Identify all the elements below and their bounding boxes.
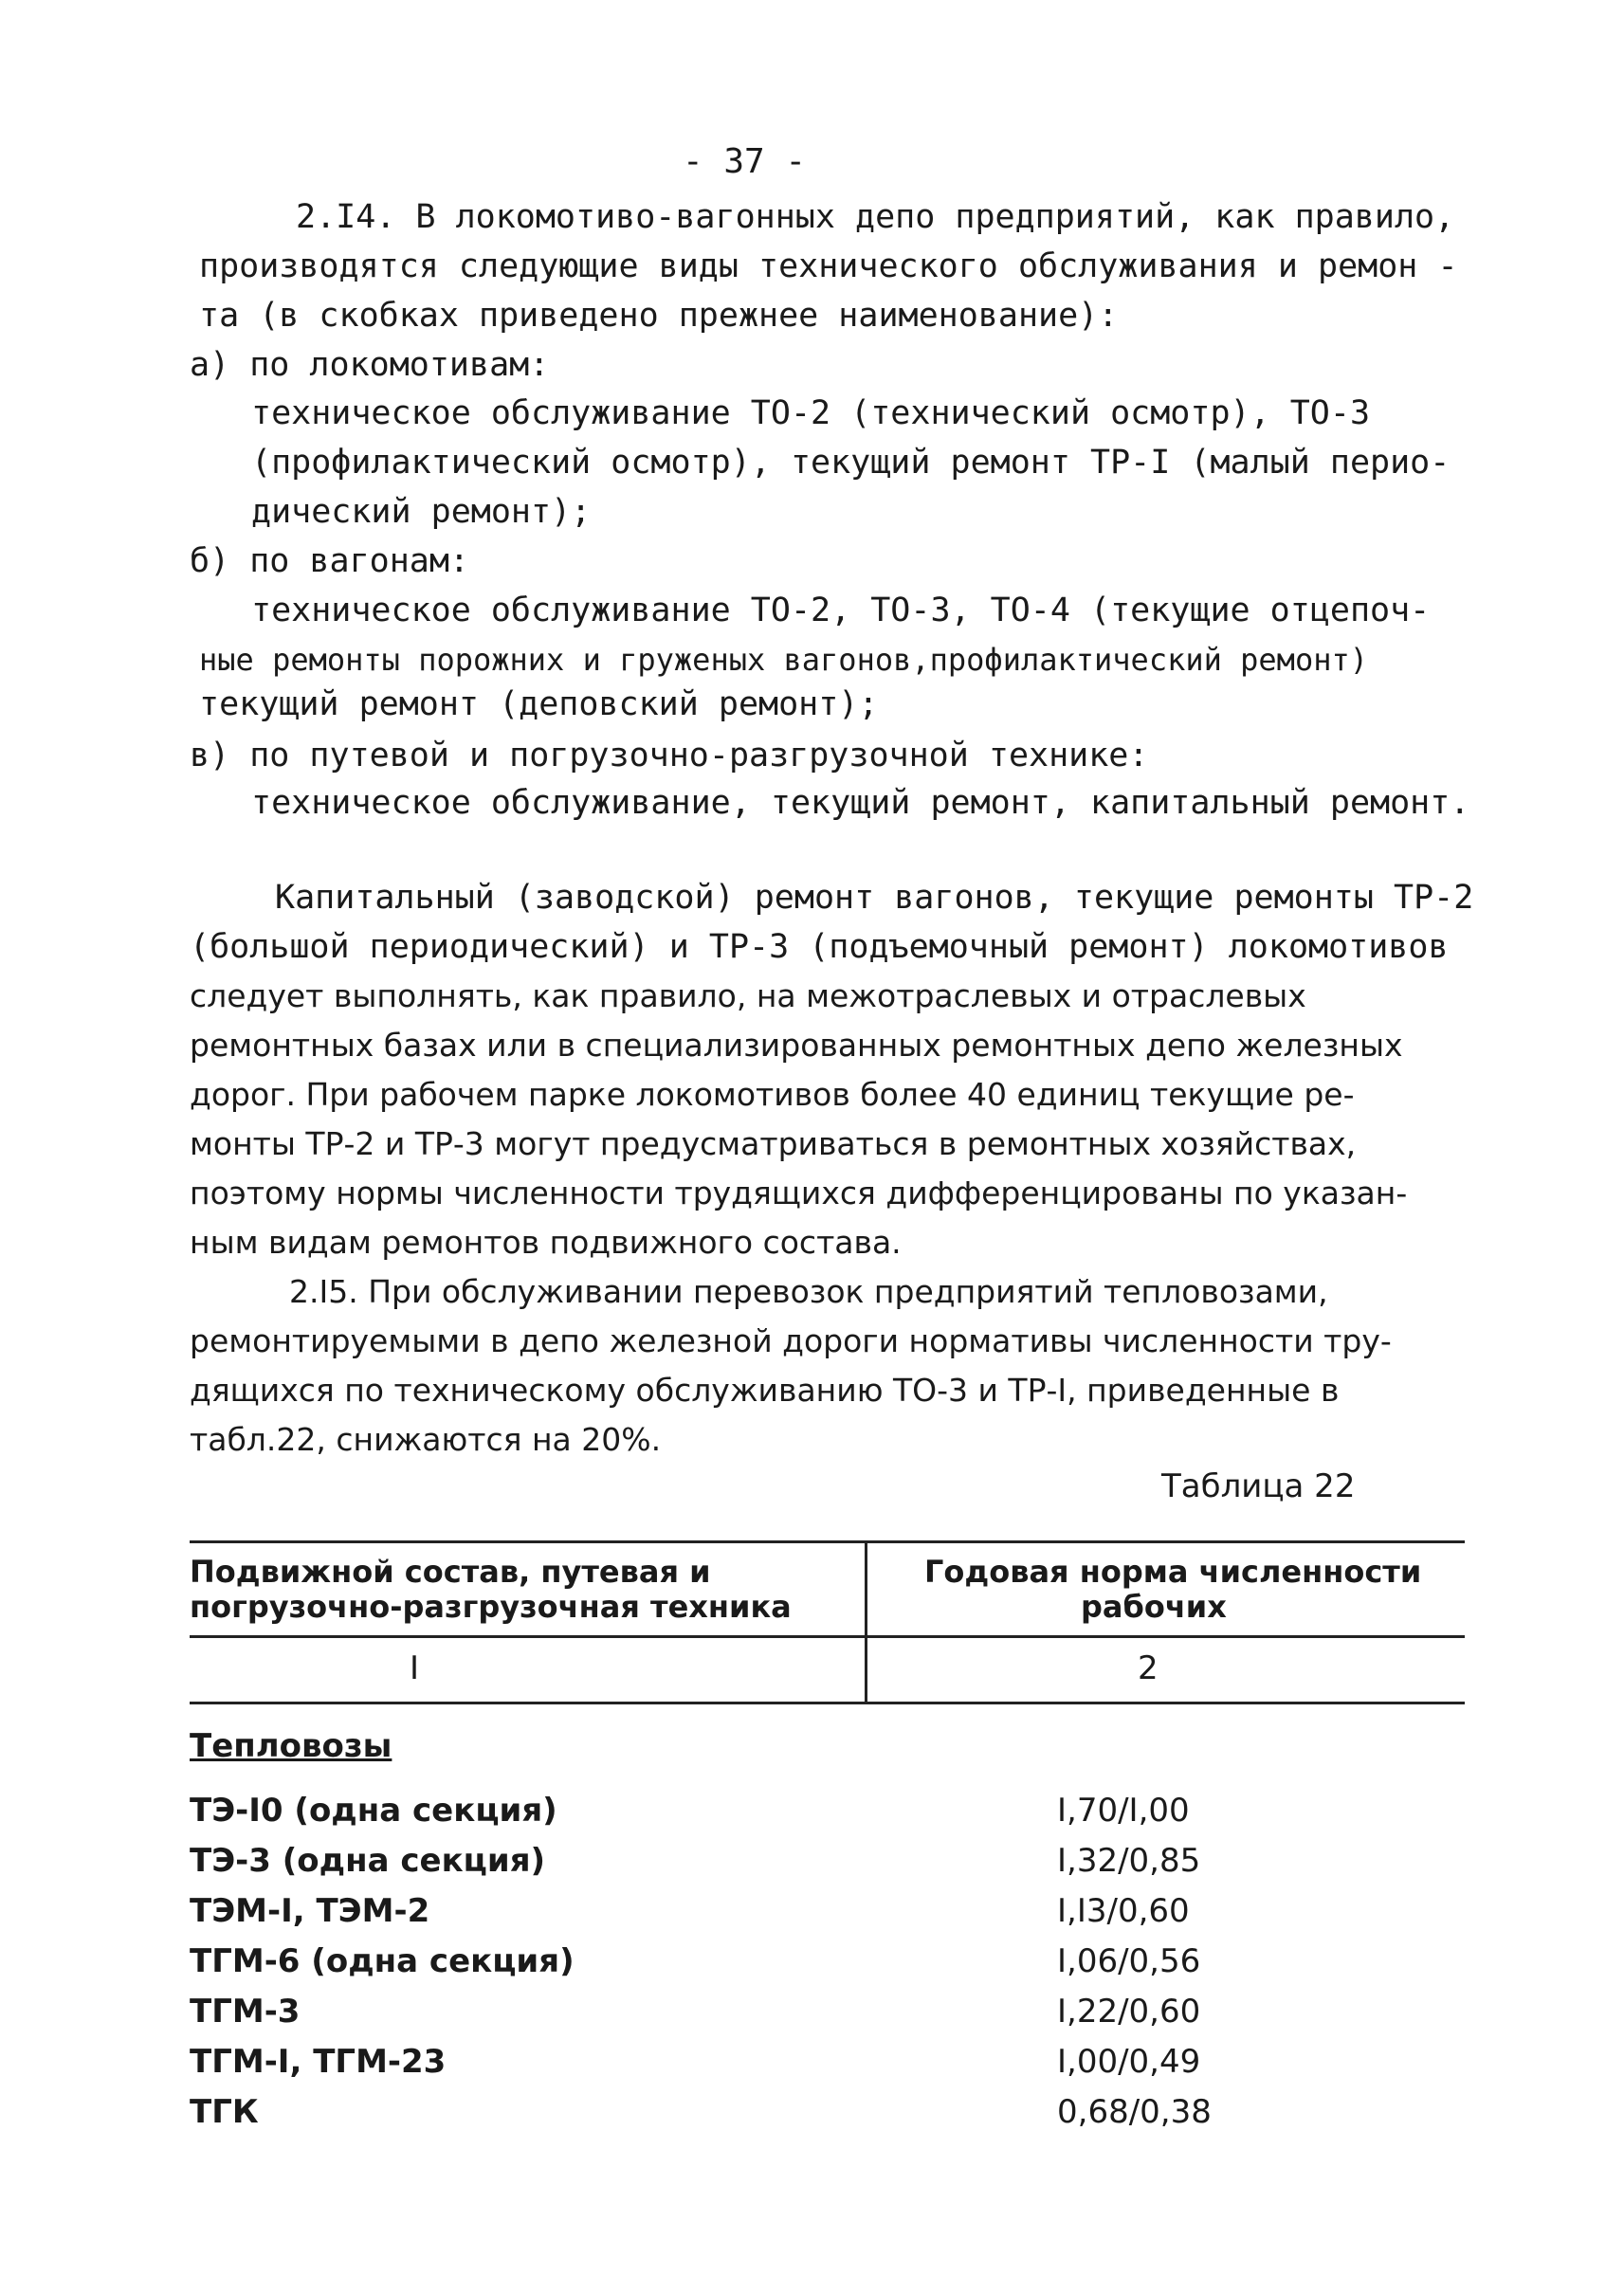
table-column-divider	[865, 1542, 867, 1702]
table-row-name: ТГМ-I, ТГМ-23	[190, 2043, 447, 2081]
table-row-name: ТЭ-3 (одна секция)	[190, 1842, 546, 1880]
text-line: ремонтируемыми в депо железной дороги нормативы численности тру-	[190, 1322, 1392, 1359]
text-line: табл.22, снижаются на 20%.	[190, 1421, 662, 1458]
text-line: 2.I5. При обслуживании перевозок предприятий тепловозами,	[289, 1273, 1328, 1310]
table-rule-header	[190, 1635, 1465, 1638]
header-col2-line2: рабочих	[1081, 1589, 1227, 1625]
text-line: дящихся по техническому обслуживанию ТО-3 и ТР-I, приведенные в	[190, 1372, 1340, 1409]
text-line: ремонтных базах или в специализированных ремонтных депо железных	[190, 1027, 1403, 1064]
column-number-1: I	[410, 1649, 420, 1687]
header-col1-line1: Подвижной состав, путевая и	[190, 1554, 711, 1590]
table-row-value: I,32/0,85	[1057, 1842, 1201, 1880]
table-row-name: ТЭМ-I, ТЭМ-2	[190, 1892, 430, 1930]
table-row-value: I,I3/0,60	[1057, 1892, 1190, 1930]
text-line: (профилактический осмотр), текущий ремонт ТР-I (малый перио-	[251, 444, 1451, 482]
text-line: техническое обслуживание ТО-2, ТО-3, ТО-4 (текущие отцепоч-	[251, 592, 1431, 629]
text-line: поэтому нормы численности трудящихся дифференцированы по указан-	[190, 1175, 1408, 1211]
header-col2-line1: Годовая норма численности	[924, 1554, 1422, 1590]
text-line: следует выполнять, как правило, на межотраслевых и отраслевых	[190, 977, 1306, 1014]
page-number: - 37 -	[683, 142, 807, 181]
table-row-name: ТГК	[190, 2093, 259, 2131]
text-line: техническое обслуживание, текущий ремонт, капитальный ремонт.	[251, 784, 1470, 822]
table-row-value: 0,68/0,38	[1057, 2093, 1212, 2131]
text-line: Капитальный (заводской) ремонт вагонов, текущие ремонты ТР-2	[275, 879, 1474, 917]
text-line: текущий ремонт (деповский ремонт);	[199, 685, 879, 723]
list-item-label: в) по путевой и погрузочно-разгрузочной технике:	[190, 737, 1149, 774]
table-row-name: ТГМ-3	[190, 1993, 301, 2031]
table-row-name: ТЭ-I0 (одна секция)	[190, 1792, 557, 1830]
text-line: монты ТР-2 и ТР-3 могут предусматриваться в ремонтных хозяйствах,	[190, 1125, 1357, 1162]
text-line: ным видам ремонтов подвижного состава.	[190, 1224, 902, 1261]
column-number-2: 2	[1138, 1649, 1159, 1687]
list-item-label: б) по вагонам:	[190, 542, 470, 580]
text-line: дорог. При рабочем парке локомотивов более 40 единиц текущие ре-	[190, 1076, 1355, 1113]
table-rule-top	[190, 1540, 1465, 1543]
text-line: техническое обслуживание ТО-2 (технический осмотр), ТО-3	[251, 394, 1371, 432]
table-row-value: I,22/0,60	[1057, 1993, 1201, 2031]
text-line: производятся следующие виды технического обслуживания и ремон -	[199, 247, 1458, 285]
text-line: (большой периодический) и ТР-3 (подъемочный ремонт) локомотивов	[190, 928, 1449, 966]
text-line: дический ремонт);	[251, 493, 592, 531]
table-caption: Таблица 22	[1161, 1467, 1356, 1505]
text-line: ные ремонты порожних и груженых вагонов,профилактический ремонт)	[199, 642, 1368, 678]
list-item-label: а) по локомотивам:	[190, 346, 550, 384]
text-line: та (в скобках приведено прежнее наименование):	[199, 297, 1119, 335]
table-rule-numbers	[190, 1702, 1465, 1704]
table-row-name: ТГМ-6 (одна секция)	[190, 1942, 575, 1980]
header-col1-line2: погрузочно-разгрузочная техника	[190, 1589, 792, 1625]
table-row-value: I,70/I,00	[1057, 1792, 1190, 1830]
section-title: Тепловозы	[190, 1727, 392, 1765]
table-row-value: I,00/0,49	[1057, 2043, 1201, 2081]
table-row-value: I,06/0,56	[1057, 1942, 1201, 1980]
text-line: 2.I4. В локомотиво-вагонных депо предприятий, как правило,	[296, 198, 1455, 236]
